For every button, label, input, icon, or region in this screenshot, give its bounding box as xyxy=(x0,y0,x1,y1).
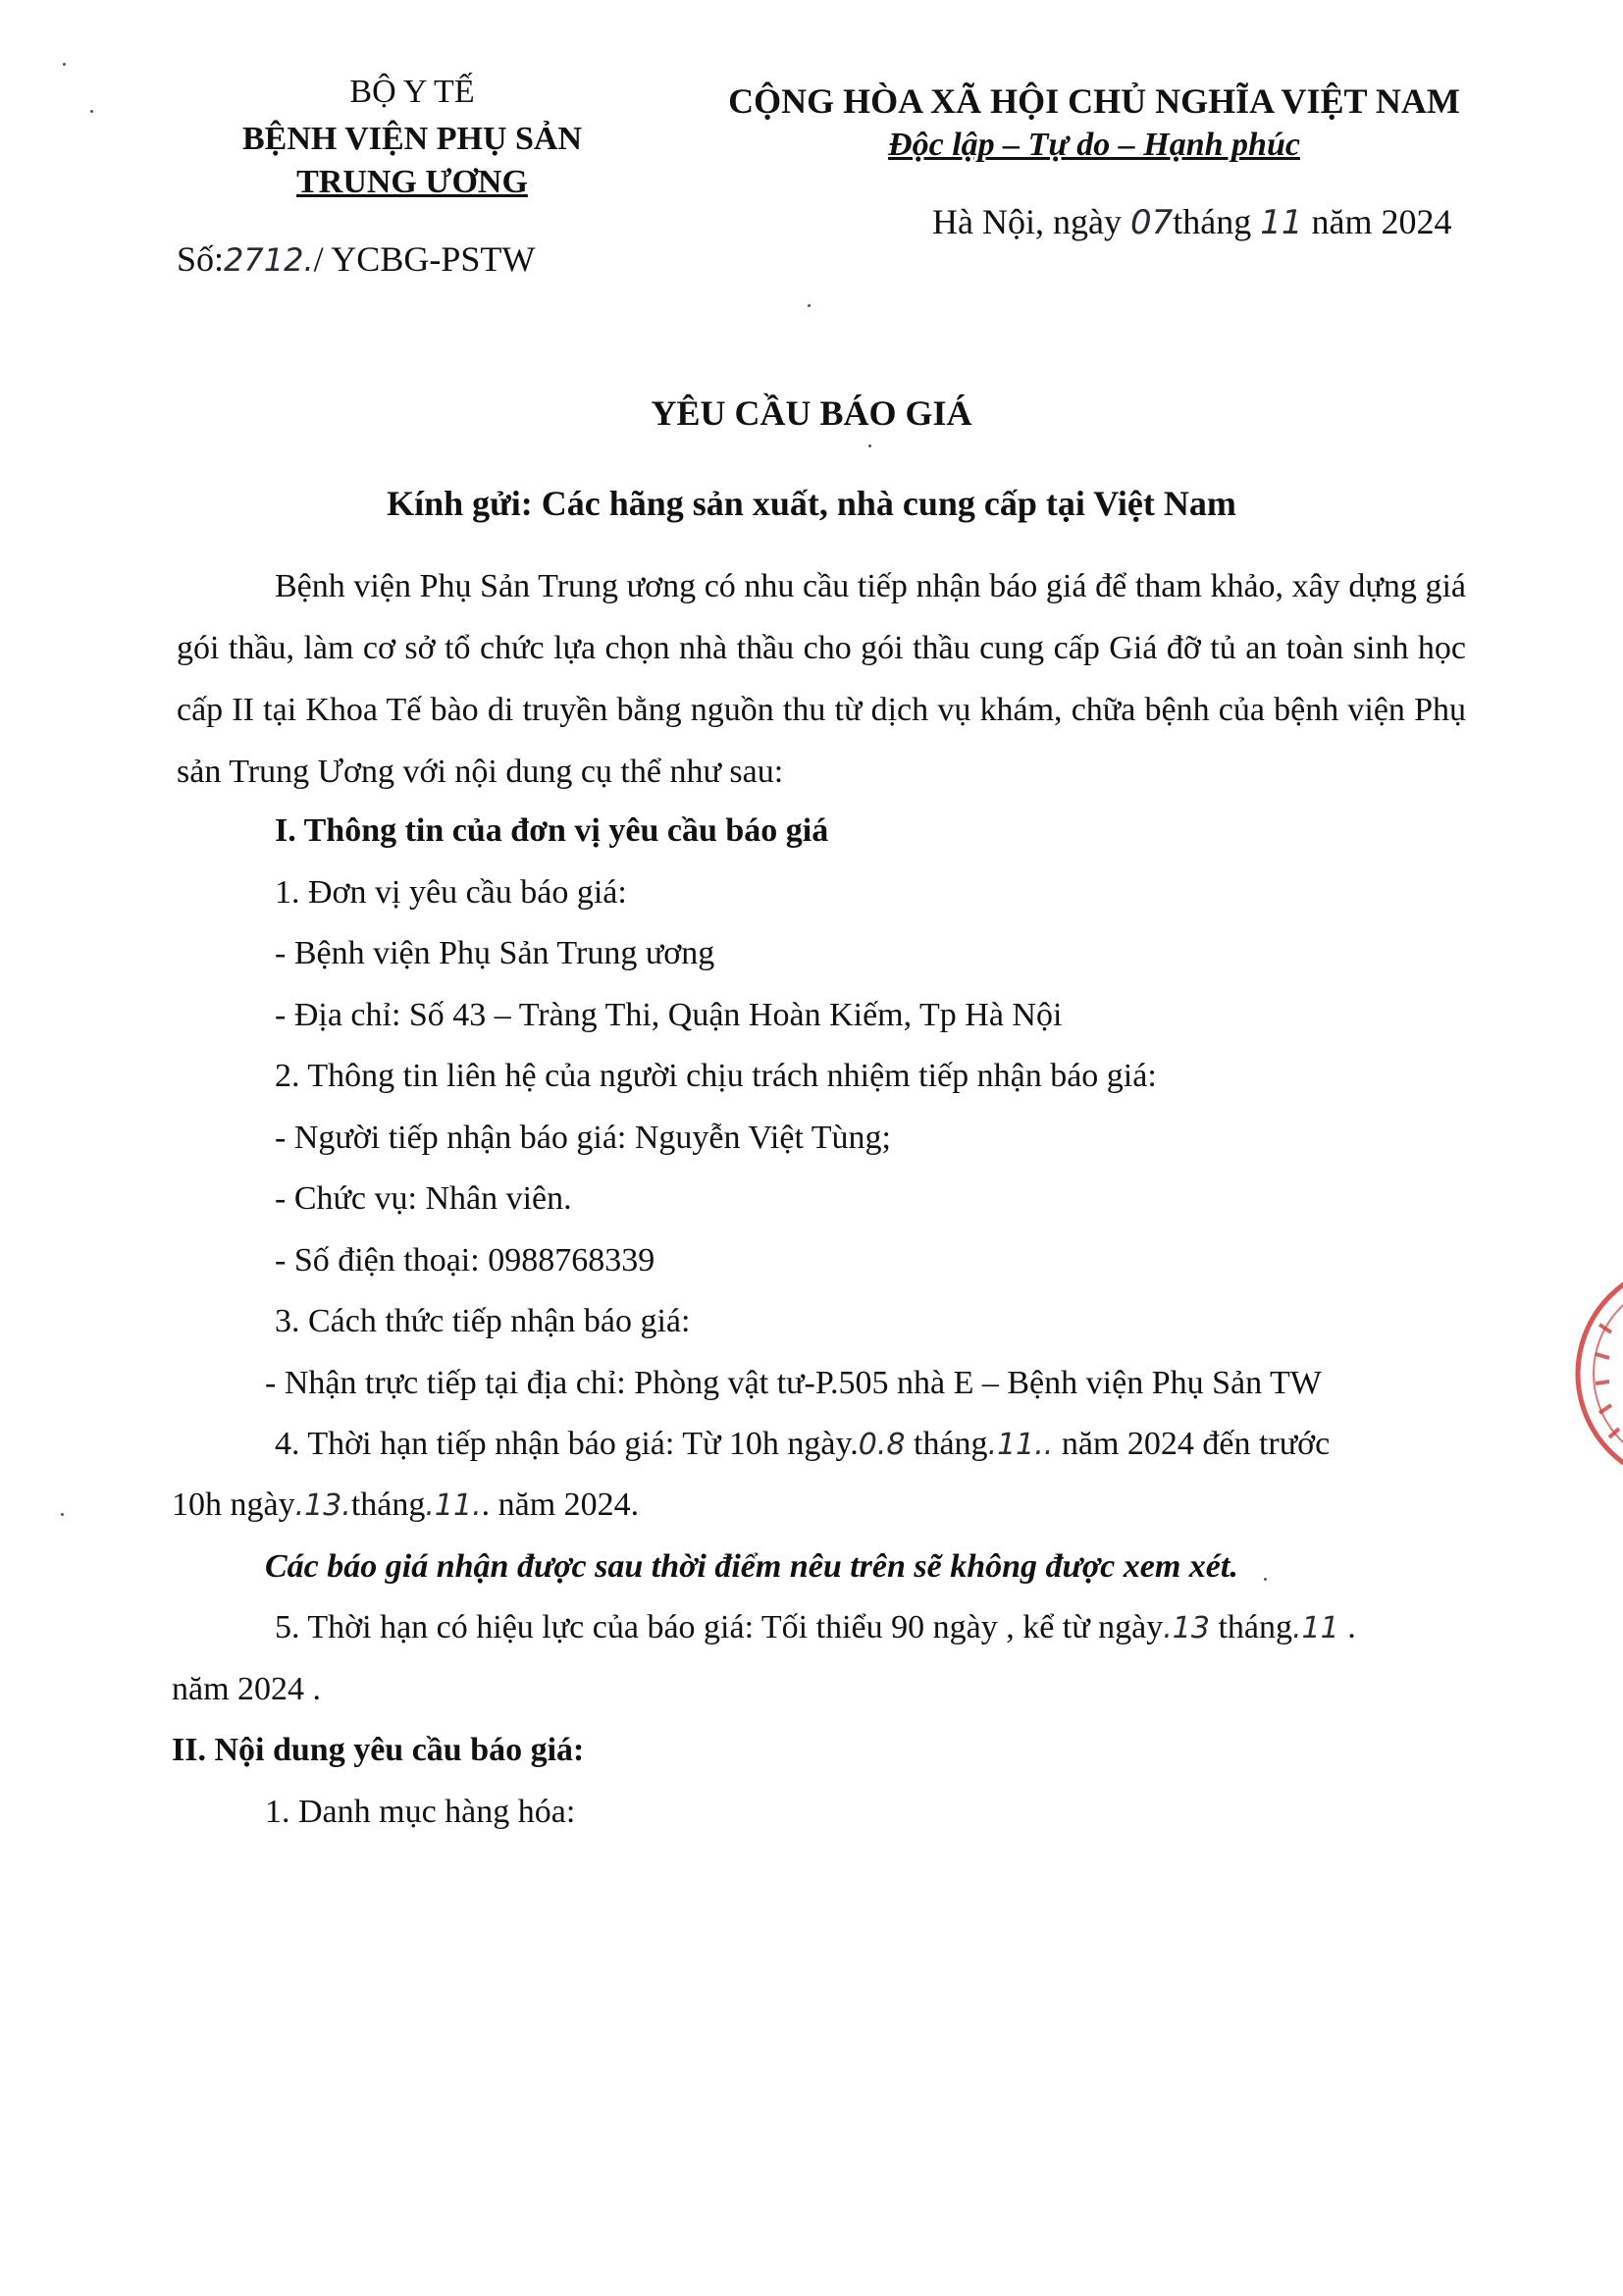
issue-date xyxy=(932,200,1451,244)
section-1-item-2: 2. Thông tin liên hệ của người chịu trách nhiệm tiếp nhận báo giá: xyxy=(275,1058,1157,1094)
scan-speck xyxy=(90,110,93,113)
validity-text-b: tháng xyxy=(1209,1609,1293,1645)
recipient-line: Kính gửi: Các hãng sản xuất, nhà cung cấp tại Việt Nam xyxy=(387,484,1236,523)
deadline-text-c: năm 2024 đến trước xyxy=(1053,1426,1331,1462)
deadline-text-e: tháng xyxy=(350,1487,426,1523)
date-month-handwritten: 11 xyxy=(1260,203,1303,242)
section-1-item-5-line1 xyxy=(275,1606,1356,1650)
date-year: năm 2024 xyxy=(1311,202,1452,241)
number-prefix: Số: xyxy=(177,239,225,279)
deadline-month-from: .11.. xyxy=(987,1428,1054,1462)
hospital-name-line1: BỆNH VIỆN PHỤ SẢN xyxy=(241,121,583,157)
document-title: YÊU CẦU BÁO GIÁ xyxy=(651,393,972,433)
date-day-handwritten: 07 xyxy=(1129,203,1174,242)
section-1-item-3: 3. Cách thức tiếp nhận báo giá: xyxy=(275,1303,691,1339)
section-2-item-1: 1. Danh mục hàng hóa: xyxy=(265,1794,576,1830)
unit-address: - Địa chỉ: Số 43 – Tràng Thi, Quận Hoàn Kiếm, Tp Hà Nội xyxy=(275,997,1063,1033)
hospital-name-line2: TRUNG ƯƠNG xyxy=(296,164,528,200)
section-1-item-1: 1. Đơn vị yêu cầu báo giá: xyxy=(275,874,627,911)
receiver-position: - Chức vụ: Nhân viên. xyxy=(275,1180,572,1217)
requesting-unit: - Bệnh viện Phụ Sản Trung ương xyxy=(275,935,715,971)
deadline-day-to: .13. xyxy=(294,1488,351,1523)
late-submission-warning: Các báo giá nhận được sau thời điểm nêu trên sẽ không được xem xét. xyxy=(265,1548,1238,1585)
nation-title: CỘNG HÒA XÃ HỘI CHỦ NGHĨA VIỆT NAM xyxy=(728,81,1460,121)
deadline-text-a: 4. Thời hạn tiếp nhận báo giá: Từ 10h ngày. xyxy=(275,1426,859,1462)
deadline-text-f: . năm 2024. xyxy=(481,1487,640,1523)
validity-text-a: 5. Thời hạn có hiệu lực của báo giá: Tối thiểu 90 ngày , kể từ ngày xyxy=(275,1609,1164,1645)
agency-header xyxy=(177,71,648,204)
section-1-item-4-line1 xyxy=(275,1423,1466,1467)
national-header xyxy=(677,78,1511,167)
date-place: Hà Nội, ngày xyxy=(932,202,1122,241)
section-1-item-5-line2: năm 2024 . xyxy=(172,1671,322,1707)
number-handwritten: 2712. xyxy=(224,241,314,279)
scan-speck xyxy=(808,304,811,307)
national-motto: Độc lập – Tự do – Hạnh phúc xyxy=(888,127,1300,163)
deadline-month-to: .11. xyxy=(425,1488,482,1523)
scan-speck xyxy=(63,63,66,66)
number-suffix: / YCBG-PSTW xyxy=(313,239,536,279)
date-month-label: tháng xyxy=(1173,202,1252,241)
receiving-method: - Nhận trực tiếp tại địa chỉ: Phòng vật tư-P.505 nhà E – Bệnh viện Phụ Sản TW xyxy=(265,1365,1322,1401)
validity-day: .13 xyxy=(1163,1611,1210,1645)
official-stamp-partial xyxy=(1541,1256,1623,1491)
deadline-text-b: tháng xyxy=(905,1426,988,1462)
intro-paragraph: Bệnh viện Phụ Sản Trung ương có nhu cầu tiếp nhận báo giá để tham khảo, xây dựng giá gói thầu, làm cơ sở tổ chức lựa chọn nhà thầu cho gói thầu cung cấp Giá đỡ tủ an toàn sinh học cấp II tại Khoa Tế bào di truyền bằng nguồn thu từ dịch vụ khám, chữa bệnh của bệnh viện Phụ sản Trung Ương với nội dung cụ thể như sau: xyxy=(177,568,1466,790)
section-2-heading: II. Nội dung yêu cầu báo giá: xyxy=(172,1732,585,1768)
ministry-name: BỘ Y TẾ xyxy=(349,74,475,110)
deadline-text-d: 10h ngày xyxy=(172,1487,295,1523)
section-1-item-4-line2 xyxy=(172,1484,639,1528)
scan-speck xyxy=(868,444,871,447)
validity-text-c: . xyxy=(1338,1609,1356,1645)
section-1-heading: I. Thông tin của đơn vị yêu cầu báo giá xyxy=(275,812,829,849)
scan-speck xyxy=(61,1513,64,1516)
validity-month: .11 xyxy=(1292,1611,1339,1645)
receiver-name: - Người tiếp nhận báo giá: Nguyễn Việt Tùng; xyxy=(275,1120,892,1156)
deadline-day-from: 0.8 xyxy=(858,1428,906,1462)
receiver-phone: - Số điện thoại: 0988768339 xyxy=(275,1242,655,1278)
scan-speck xyxy=(1264,1578,1267,1581)
document-number xyxy=(177,237,535,282)
